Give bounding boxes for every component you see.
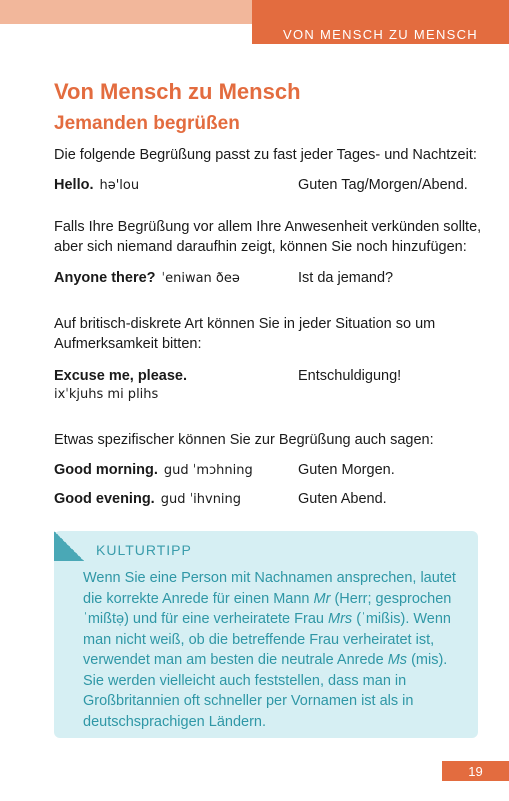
- tip-corner-triangle: [54, 531, 84, 561]
- phrase-row-anyone: [54, 268, 486, 288]
- phrase-german: Entschuldigung!: [298, 368, 402, 384]
- tip-text-part: Wenn Sie eine Person mit Nachnamen ansprechen, lautet die korrekte Anrede für einen Mann: [83, 570, 456, 607]
- phrase-pronunciation: hə'lou: [99, 178, 140, 193]
- phrase-german: Ist da jemand?: [298, 270, 394, 286]
- phrase-german: Guten Morgen.: [298, 462, 395, 478]
- page-number: 19: [442, 761, 509, 781]
- tip-term-mr: Mr: [313, 590, 331, 607]
- tip-text-part: (Herr; gesprochen ˈmißtə̣) und für eine verheiratete Frau: [83, 590, 452, 627]
- phrase-german: Guten Tag/Morgen/Abend.: [298, 177, 468, 193]
- phrase-row-excuse: [54, 366, 486, 386]
- tip-text: [83, 568, 468, 732]
- intro-text-2: Falls Ihre Begrüßung vor allem Ihre Anwesenheit verkünden sollte, aber sich niemand daraufhin zeigt, können Sie noch hinzufügen:: [54, 219, 482, 255]
- phrase-german: Guten Abend.: [298, 491, 387, 507]
- section-subtitle: Jemanden begrüßen: [54, 113, 240, 134]
- phrase-pronunciation-excuse: ixˈkjuhs mi plihs: [54, 387, 159, 402]
- phrase-english: Anyone there?: [54, 270, 156, 286]
- phrase-pronunciation: ˈeniwan ðeə: [161, 271, 240, 286]
- phrase-english: Good evening.: [54, 491, 155, 507]
- intro-text-3: Auf britisch-diskrete Art können Sie in jeder Situation so um Aufmerksamkeit bitten:: [54, 316, 436, 352]
- tip-text-part: (mis). Sie werden vielleicht auch feststellen, dass man in Großbritannien oft schneller per Vornamen ist als in deutschsprachigen Ländern.: [83, 652, 448, 730]
- phrase-pronunciation: gud ˈihvning: [160, 492, 242, 507]
- tip-title: KULTURTIPP: [96, 542, 192, 558]
- tip-term-ms: Ms: [387, 652, 408, 668]
- phrase-row-hello: [54, 175, 486, 195]
- section-label: VON MENSCH ZU MENSCH: [282, 26, 478, 42]
- phrase-english: Hello.: [54, 177, 94, 193]
- page-title: Von Mensch zu Mensch: [54, 79, 301, 104]
- intro-text-1: Die folgende Begrüßung passt zu fast jeder Tages- und Nachtzeit:: [54, 147, 477, 163]
- phrase-row-morning: [54, 460, 486, 480]
- intro-text-4: Etwas spezifischer können Sie zur Begrüßung auch sagen:: [54, 432, 434, 448]
- phrase-english: Good morning.: [54, 462, 158, 478]
- tip-term-mrs: Mrs: [328, 611, 353, 627]
- phrase-row-evening: [54, 489, 486, 509]
- phrase-pronunciation: gud ˈmɔhning: [163, 463, 253, 478]
- phrase-english: Excuse me, please.: [54, 368, 187, 384]
- tip-text-part: (ˈmißis). Wenn man nicht weiß, ob die betreffende Frau verheiratet ist, verwendet man am besten die neutrale Anrede: [83, 611, 451, 668]
